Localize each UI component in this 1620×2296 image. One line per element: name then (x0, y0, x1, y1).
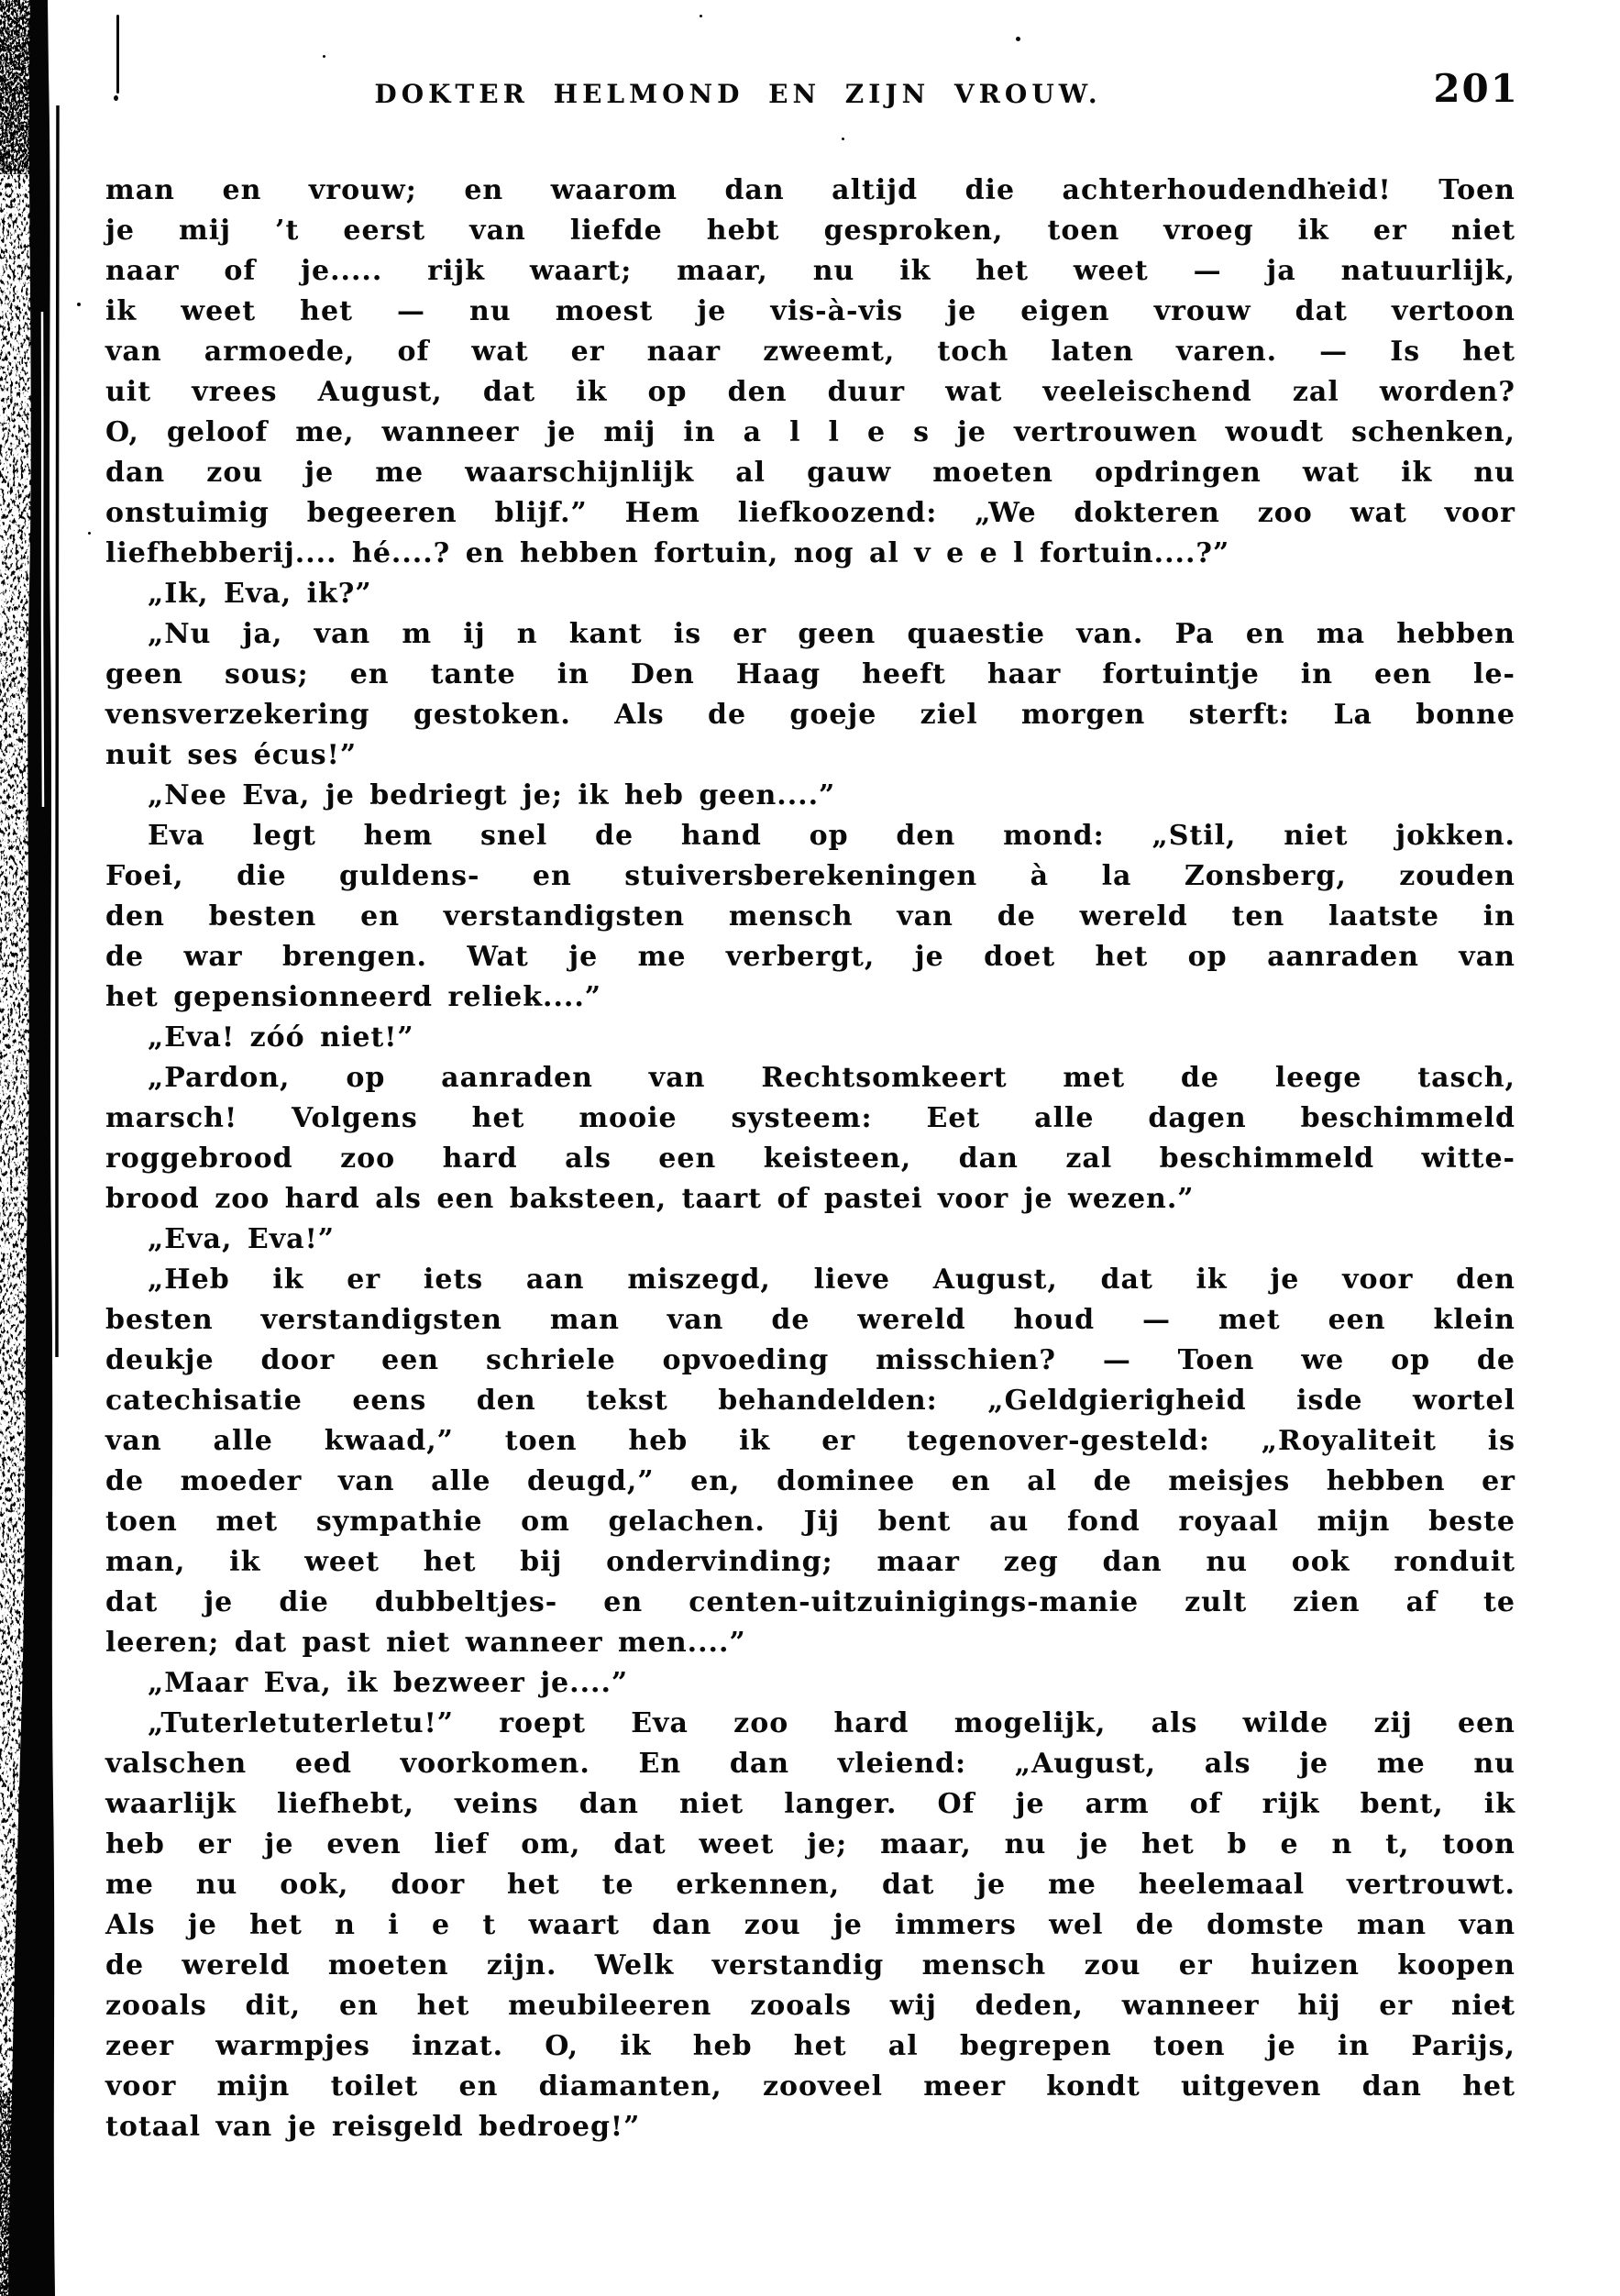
text-line: „Tuterletuterletu!” roept Eva zoo hard mogelijk, als wilde zij een (148, 1707, 1515, 1739)
text-line: naar of je..... rijk waart; maar, nu ik het weet — ja natuurlijk, (105, 255, 1515, 287)
text-line: uit vrees August, dat ik op den duur wat veeleischend zal worden? (105, 376, 1515, 408)
text-line: Als je het n i e t waart dan zou je immers wel de domste man van (105, 1909, 1515, 1941)
scan-speck (77, 303, 81, 306)
text-line: valschen eed voorkomen. En dan vleiend: „August, als je me nu (105, 1748, 1515, 1780)
text-line: van alle kwaad,” toen heb ik er tegenover-gesteld: „Royaliteit is (105, 1425, 1515, 1457)
text-line: „Pardon, op aanraden van Rechtsomkeert met de leege tasch, (148, 1062, 1515, 1094)
text-line: je mij ’t eerst van liefde hebt gesproken, toen vroeg ik er niet (105, 215, 1515, 247)
text-line: man, ik weet het bij ondervinding; maar zeg dan nu ook ronduit (105, 1546, 1515, 1578)
text-line: „Ik, Eva, ik?” (148, 578, 372, 610)
text-line: Foei, die guldens- en stuiversberekeningen à la Zonsberg, zouden (105, 860, 1515, 892)
text-line: liefhebberij.... hé....? en hebben fortuin, nog al v e e l fortuin....?” (105, 537, 1230, 569)
text-line: man en vrouw; en waarom dan altijd die achterhoudendheid! Toen (105, 174, 1515, 206)
text-line: roggebrood zoo hard als een keisteen, dan zal beschimmeld witte- (105, 1142, 1515, 1175)
text-line: geen sous; en tante in Den Haag heeft haar fortuintje in een le- (105, 658, 1515, 690)
scan-speck (88, 532, 91, 535)
scan-speck (700, 15, 702, 17)
text-line: nuit ses écus!” (105, 739, 358, 771)
text-line: marsch! Volgens het mooie systeem: Eet alle dagen beschimmeld (105, 1102, 1515, 1134)
text-line: waarlijk liefhebt, veins dan niet langer. Of je arm of rijk bent, ik (105, 1788, 1515, 1820)
text-line: leeren; dat past niet wanneer men....” (105, 1627, 746, 1659)
text-line: besten verstandigsten man van de wereld houd — met een klein (105, 1304, 1515, 1336)
scan-binding-edge-artifact (0, 0, 84, 2296)
text-line: „Nee Eva, je bedriegt je; ik heb geen....” (148, 779, 836, 811)
text-line: toen met sympathie om gelachen. Jij bent au fond royaal mijn beste (105, 1506, 1515, 1538)
text-line: dat je die dubbeltjes- en centen-uitzuinigings-manie zult zien af te (105, 1586, 1515, 1618)
text-line: onstuimig begeeren blijf.” Hem liefkoozend: „We dokteren zoo wat voor (105, 497, 1515, 529)
text-line: zooals dit, en het meubileeren zooals wij deden, wanneer hij er niet (105, 1990, 1515, 2022)
text-line: „Eva, Eva!” (148, 1223, 336, 1255)
text-line: Eva legt hem snel de hand op den mond: „Stil, niet jokken. (148, 820, 1515, 852)
text-line: me nu ook, door het te erkennen, dat je me heelemaal vertrouwt. (105, 1869, 1515, 1901)
text-line: ik weet het — nu moest je vis-à-vis je eigen vrouw dat vertoon (105, 295, 1515, 327)
text-block (105, 171, 1515, 2147)
text-line: „Nu ja, van m ij n kant is er geen quaestie van. Pa en ma hebben (148, 618, 1515, 650)
text-line: catechisatie eens den tekst behandelden: „Geldgierigheid isde wortel (105, 1385, 1515, 1417)
text-line: totaal van je reisgeld bedroeg!” (105, 2111, 641, 2143)
text-line: zeer warmpjes inzat. O, ik heb het al begrepen toen je in Parijs, (105, 2030, 1515, 2062)
text-line: dan zou je me waarschijnlijk al gauw moeten opdringen wat ik nu (105, 457, 1515, 489)
scan-speck (1016, 37, 1020, 41)
text-line: brood zoo hard als een baksteen, taart of pastei voor je wezen.” (105, 1183, 1195, 1215)
text-line: de wereld moeten zijn. Welk verstandig mensch zou er huizen koopen (105, 1949, 1515, 1981)
text-line: deukje door een schriele opvoeding misschien? — Toen we op de (105, 1344, 1515, 1376)
text-line: van armoede, of wat er naar zweemt, toch laten varen. — Is het (105, 336, 1515, 368)
scan-speck (842, 138, 844, 140)
scan-speck (323, 55, 325, 58)
text-line: O, geloof me, wanneer je mij in a l l e s je vertrouwen woudt schenken, (105, 416, 1515, 448)
text-line: vensverzekering gestoken. Als de goeje ziel morgen sterft: La bonne (105, 699, 1515, 731)
text-line: „Maar Eva, ik bezweer je....” (148, 1667, 629, 1699)
text-line: de moeder van alle deugd,” en, dominee en al de meisjes hebben er (105, 1465, 1515, 1497)
text-line: de war brengen. Wat je me verbergt, je doet het op aanraden van (105, 941, 1515, 973)
text-line: „Heb ik er iets aan miszegd, lieve August, dat ik je voor den (148, 1264, 1515, 1296)
text-line: den besten en verstandigsten mensch van de wereld ten laatste in (105, 900, 1515, 933)
text-line: heb er je even lief om, dat weet je; maar, nu je het b e n t, toon (105, 1828, 1515, 1860)
text-line: voor mijn toilet en diamanten, zooveel meer kondt uitgeven dan het (105, 2070, 1515, 2103)
text-line: het gepensionneerd reliek....” (105, 981, 602, 1013)
running-header-title: DOKTER HELMOND EN ZIJN VROUW. (374, 79, 1102, 109)
text-line: „Eva! zóó niet!” (148, 1021, 414, 1054)
page-number: 201 (1433, 66, 1519, 111)
